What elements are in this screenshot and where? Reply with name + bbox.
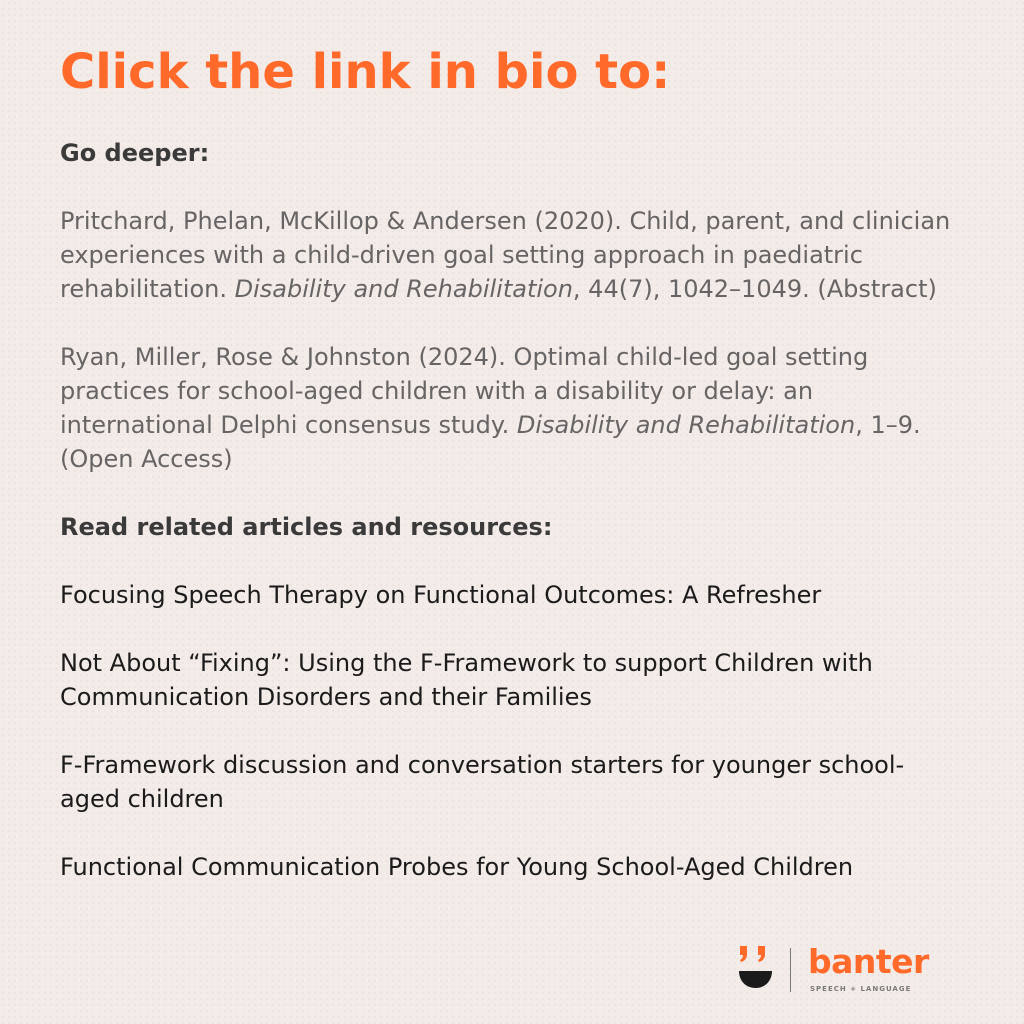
reference-journal: Disability and Rehabilitation [516,411,856,439]
page-title: Click the link in bio to: [60,44,671,100]
speech-quote-icon [738,944,774,994]
related-article-link: F-Framework discussion and conversation starters for younger school-aged children [60,751,905,813]
related-article-link: Functional Communication Probes for Young School-Aged Children [60,853,854,881]
banter-logo [738,944,978,996]
related-article-link: Not About “Fixing”: Using the F-Framework to support Children with Communication Disorders and their Families [60,649,873,711]
logo-divider [790,948,791,992]
reference-citation: Ryan, Miller, Rose & Johnston (2024). Optimal child-led goal setting practices for school-aged children with a disability or delay: an international Delphi consensus study. [60,343,869,439]
reference-item [60,204,960,306]
quote-mark-left [740,946,747,962]
logo-wordmark: banter [808,942,929,981]
content-body [60,136,960,918]
reference-details: , 44(7), 1042–1049. (Abstract) [572,275,937,303]
reference-citation: Pritchard, Phelan, McKillop & Andersen (2020). Child, parent, and clinician experiences with a child-driven goal setting approach in paediatric rehabilitation. [60,207,951,303]
related-article-link: Focusing Speech Therapy on Functional Outcomes: A Refresher [60,581,822,609]
quote-mark-right [758,946,765,962]
reference-item [60,340,960,476]
mouth-shape [739,971,772,988]
go-deeper-heading: Go deeper: [60,139,210,167]
related-heading: Read related articles and resources: [60,513,553,541]
logo-subtitle: SPEECH + LANGUAGE [810,985,912,993]
reference-journal: Disability and Rehabilitation [234,275,573,303]
reference-details: , 1–9. (Open Access) [60,411,921,473]
